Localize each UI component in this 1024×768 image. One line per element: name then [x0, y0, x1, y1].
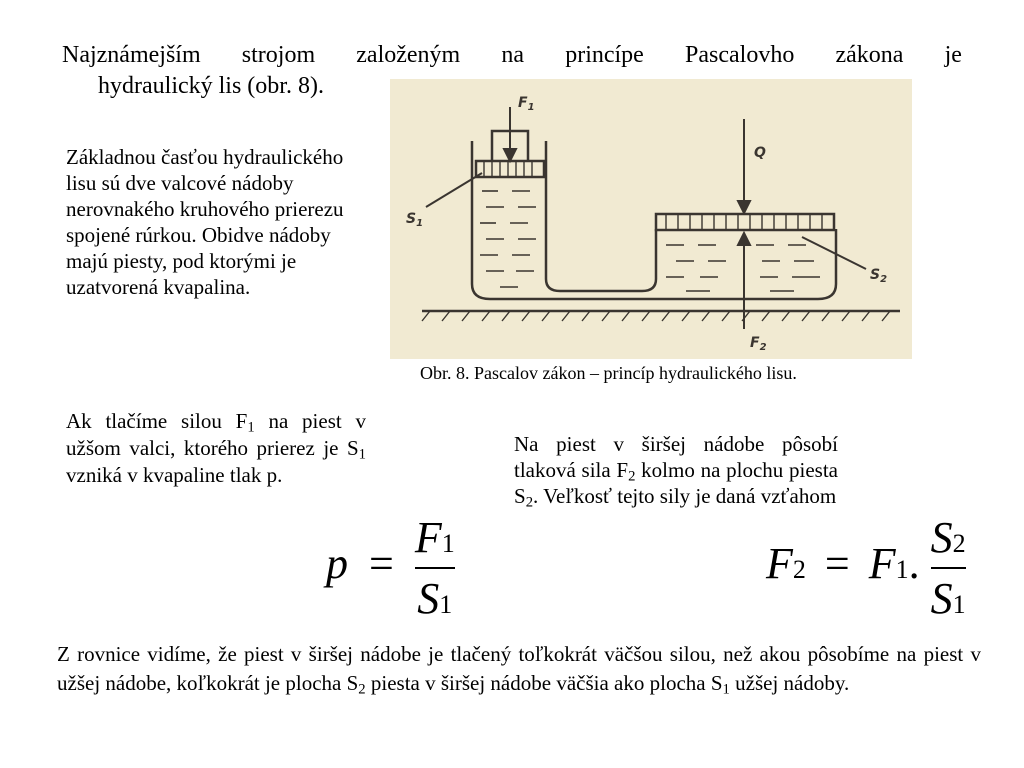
formula-force	[766, 512, 966, 624]
formula1-lhs: p	[326, 539, 348, 589]
formula1-fraction	[415, 512, 455, 624]
intro-word: princípe	[565, 42, 644, 68]
formula1-numerator: F1	[414, 513, 455, 562]
formula2-fraction	[931, 512, 966, 624]
formula-pressure	[326, 512, 455, 624]
intro-word: Najznámejším	[62, 42, 201, 68]
press-sub-2: 1	[358, 446, 366, 463]
right-sub-1: 2	[628, 468, 636, 485]
formula2-lhs: F2	[766, 539, 806, 589]
formula2-dot: .	[908, 539, 920, 589]
formula2-fraction-bar	[931, 567, 966, 569]
press-text-2: na piest v užšom valci, ktorého prierez je S	[66, 409, 366, 460]
intro-word: strojom	[241, 42, 316, 68]
bottom-text-3: užšej nádoby.	[729, 671, 850, 695]
right-text-1: Na piest v širšej nádobe pôsobí tlaková sila F	[514, 432, 838, 482]
press-text-3: vzniká v kvapaline tlak p.	[66, 463, 283, 487]
formula2-numerator: S2	[930, 513, 966, 562]
label-s2: $S_2$	[870, 267, 888, 285]
formula1-equals: =	[369, 539, 394, 589]
intro-word: na	[501, 42, 525, 68]
intro-word: zákona	[835, 42, 904, 68]
bottom-text-2: piesta v širšej nádobe väčšia ako plocha S	[365, 671, 723, 695]
formula2-f1: F1	[868, 539, 909, 589]
right-text-2: kolmo na plochu piesta S	[514, 458, 838, 508]
paragraph-left: Základnou časťou hydraulického lisu sú dve valcové nádoby nerovnakého kruhového prierezu spojené rúrkou. Obidve nádoby majú piesty, pod ktorými je uzatvorená kvapalina.	[66, 145, 344, 299]
intro-line-1	[62, 40, 962, 71]
right-text-3: . Veľkosť tejto sily je daná vzťahom	[533, 484, 837, 508]
paragraph-bottom	[57, 640, 981, 698]
right-sub-2: 2	[525, 494, 534, 511]
label-s1: $S_1$	[406, 211, 424, 229]
intro-line-2: hydraulický lis (obr. 8).	[98, 73, 324, 99]
formula1-denominator: S1	[417, 574, 453, 623]
intro-word: založeným	[356, 42, 461, 68]
intro-word: Pascalovho	[685, 42, 795, 68]
bottom-sub-1: 2	[358, 681, 366, 698]
figure-caption: Obr. 8. Pascalov zákon – princíp hydraulického lisu.	[420, 363, 797, 383]
label-f2: $F_2$	[750, 335, 767, 353]
formula2-denominator: S1	[930, 574, 966, 623]
bottom-sub-2: 1	[722, 681, 730, 698]
intro-word: je	[944, 42, 962, 68]
bottom-text-1: Z rovnice vidíme, že piest v širšej nádobe je tlačený toľkokrát väčšou silou, než akou pôsobíme na piest v užšej nádobe, koľkokrát je plocha S	[57, 642, 981, 695]
formula2-equals: =	[824, 539, 850, 589]
hydraulic-press-diagram	[390, 79, 912, 359]
paragraph-press	[66, 408, 366, 489]
press-text-1: Ak tlačíme silou F	[66, 409, 248, 433]
formula1-fraction-bar	[415, 567, 455, 569]
press-sub-1: 1	[247, 419, 255, 436]
hydraulic-press-figure	[390, 79, 912, 359]
label-f1: $F_1$	[518, 95, 535, 113]
paragraph-right	[514, 431, 838, 509]
label-q: Q	[754, 145, 766, 161]
